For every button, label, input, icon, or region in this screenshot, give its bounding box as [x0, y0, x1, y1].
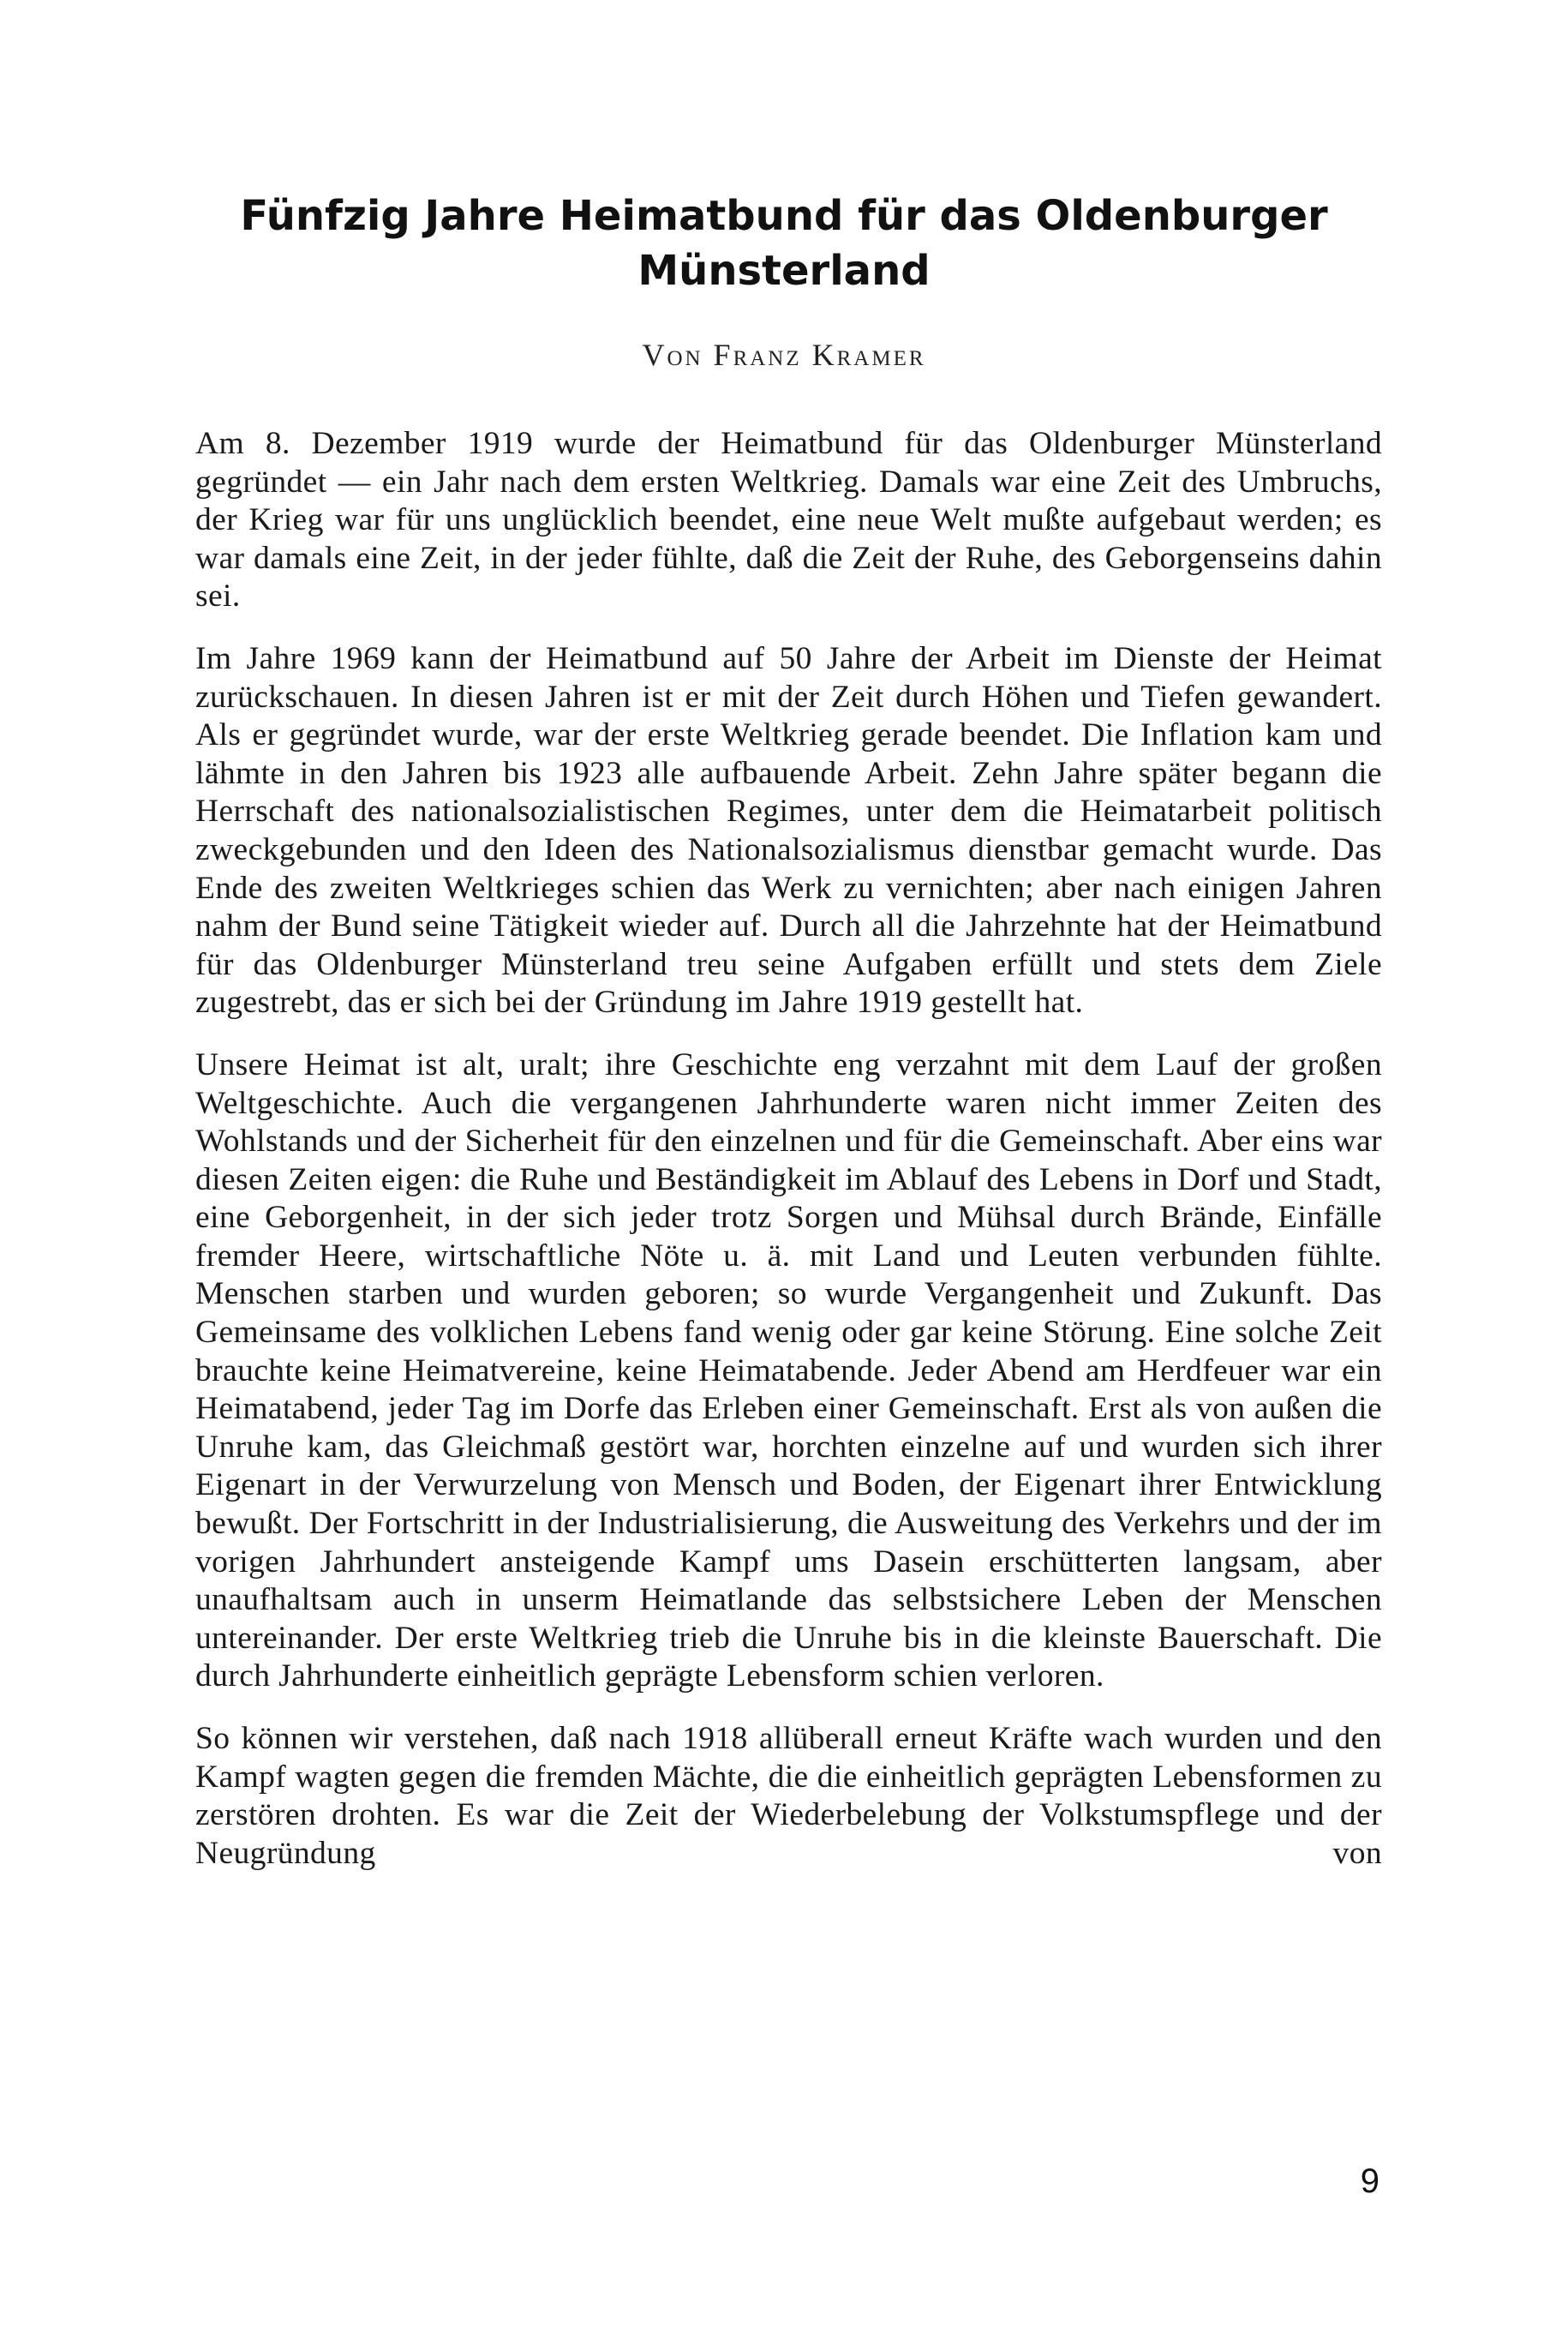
paragraph: Am 8. Dezember 1919 wurde der Heimatbund für das Oldenburger Münsterland gegründet — ein Jahr nach dem ersten Weltkrieg. Damals war eine Zeit des Umbruchs, der Krieg war für uns unglücklich beendet, eine neue Welt mußte aufgebaut werden; es war damals eine Zeit, in der jeder fühlte, daß die Zeit der Ruhe, des Geborgenseins dahin sei. [195, 426, 1382, 614]
article-title [120, 189, 1448, 298]
title-line-2: Münsterland [637, 247, 931, 295]
article-author: Von Franz Kramer [642, 338, 926, 372]
page-number: 9 [1360, 2162, 1379, 2200]
title-line-1: Fünfzig Jahre Heimatbund für das Oldenburger [240, 192, 1328, 240]
paragraph: So können wir verstehen, daß nach 1918 allüberall erneut Kräfte wach wurden und den Kampf wagten gegen die fremden Mächte, die die einheitlich geprägten Lebensformen zu zerstören drohten. Es war die Zeit der Wiederbelebung der Volkstumspflege und der Neugründung von [195, 1721, 1382, 1871]
paragraph: Im Jahre 1969 kann der Heimatbund auf 50 Jahre der Arbeit im Dienste der Heimat zurückschauen. In diesen Jahren ist er mit der Zeit durch Höhen und Tiefen gewandert. Als er gegründet wurde, war der erste Weltkrieg gerade beendet. Die Inflation kam und lähmte in den Jahren bis 1923 alle aufbauende Arbeit. Zehn Jahre später begann die Herrschaft des nationalsozialistischen Regimes, unter dem die Heimatarbeit politisch zweckgebunden und den Ideen des Nationalsozialismus dienstbar gemacht wurde. Das Ende des zweiten Weltkrieges schien das Werk zu vernichten; aber nach einigen Jahren nahm der Bund seine Tätigkeit wieder auf. Durch all die Jahrzehnte hat der Heimatbund für das Oldenburger Münsterland treu seine Aufgaben erfüllt und stets dem Ziele zugestrebt, das er sich bei der Gründung im Jahre 1919 gestellt hat. [195, 640, 1382, 1021]
paragraph: Unsere Heimat ist alt, uralt; ihre Geschichte eng verzahnt mit dem Lauf der großen Weltgeschichte. Auch die vergangenen Jahrhunderte waren nicht immer Zeiten des Wohlstands und der Sicherheit für den einzelnen und für die Gemeinschaft. Aber eins war diesen Zeiten eigen: die Ruhe und Beständigkeit im Ablauf des Lebens in Dorf und Stadt, eine Geborgenheit, in der sich jeder trotz Sorgen und Mühsal durch Brände, Einfälle fremder Heere, wirtschaftliche Nöte u. ä. mit Land und Leuten verbunden fühlte. Menschen starben und wurden geboren; so wurde Vergangenheit und Zukunft. Das Gemeinsame des volklichen Lebens fand wenig oder gar keine Störung. Eine solche Zeit brauchte keine Heimatvereine, keine Heimatabende. Jeder Abend am Herdfeuer war ein Heimatabend, jeder Tag im Dorfe das Erleben einer Gemeinschaft. Erst als von außen die Unruhe kam, das Gleichmaß gestört war, horchten einzelne auf und wurden sich ihrer Eigenart in der Verwurzelung von Mensch und Boden, der Eigenart ihrer Entwicklung bewußt. Der Fortschritt in der Industrialisierung, die Ausweitung des Verkehrs und der im vorigen Jahrhundert ansteigende Kampf ums Dasein erschütterten langsam, aber unaufhaltsam auch in unserm Heimatlande das selbstsichere Leben der Menschen untereinander. Der erste Weltkrieg trieb die Unruhe bis in die kleinste Bauerschaft. Die durch Jahrhunderte einheitlich geprägte Lebensform schien verloren. [195, 1046, 1382, 1694]
article-body [195, 425, 1382, 1897]
